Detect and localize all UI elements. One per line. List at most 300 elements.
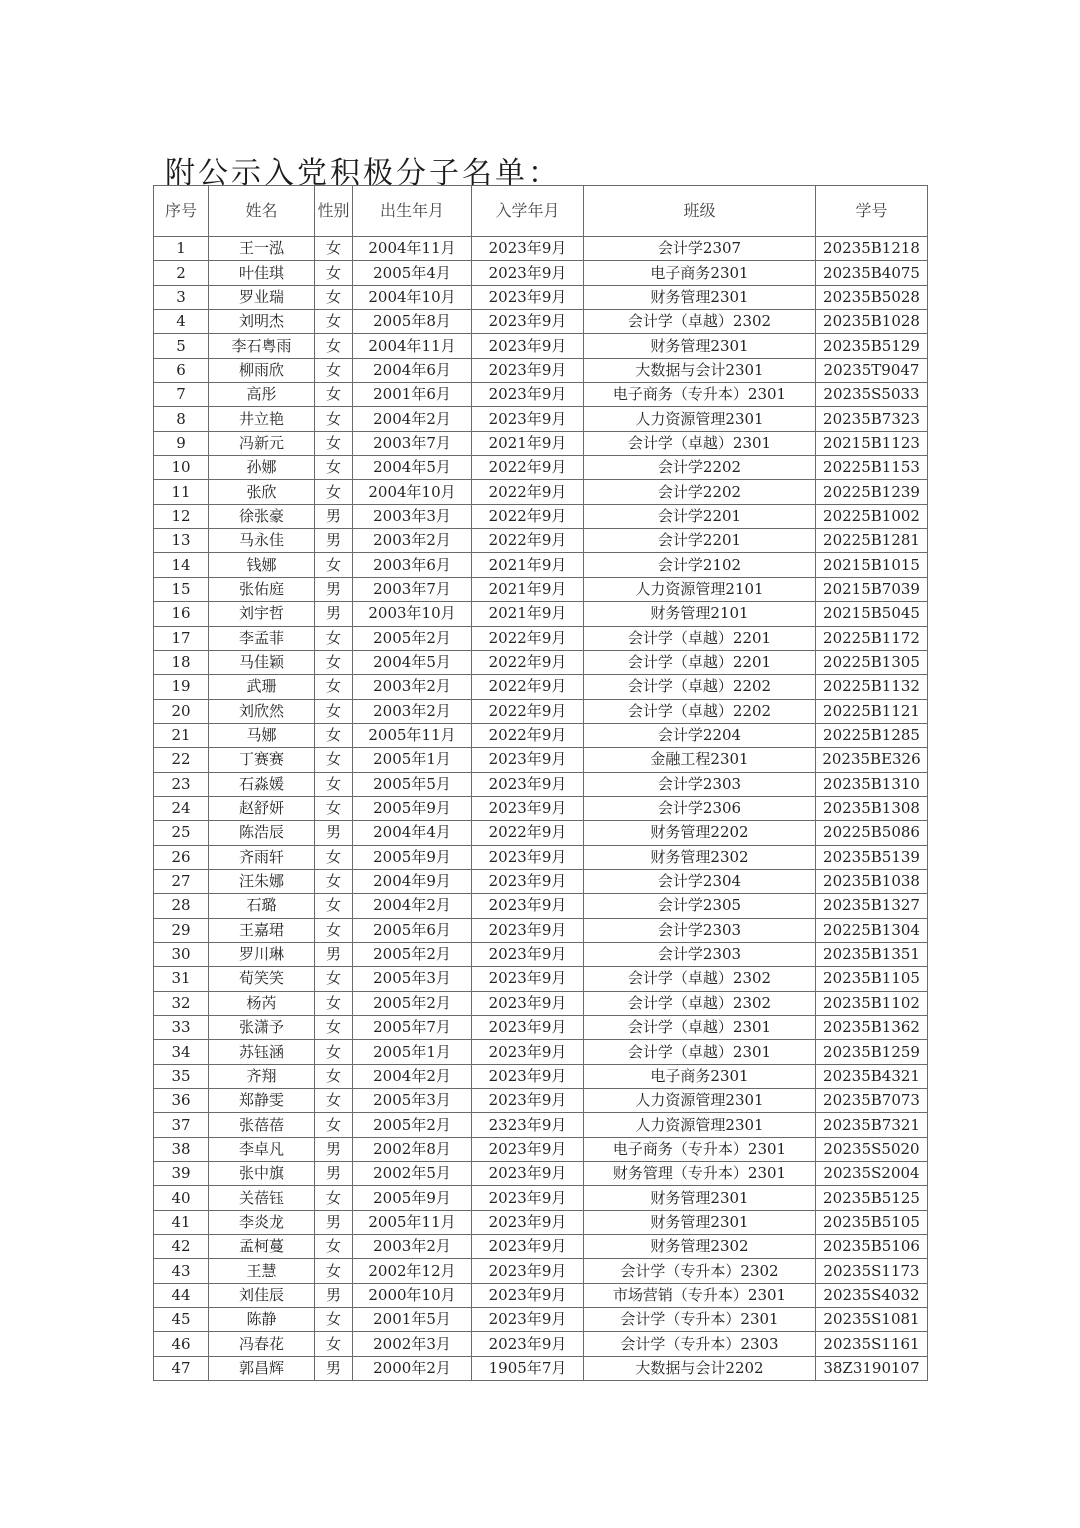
cell-gender: 女 xyxy=(315,796,353,820)
cell-seq: 3 xyxy=(154,285,209,309)
cell-class: 大数据与会计2202 xyxy=(584,1356,816,1380)
cell-enroll: 2023年9月 xyxy=(472,967,584,991)
cell-class: 市场营销（专升本）2301 xyxy=(584,1283,816,1307)
cell-gender: 女 xyxy=(315,748,353,772)
cell-name: 徐张豪 xyxy=(209,504,315,528)
cell-gender: 女 xyxy=(315,894,353,918)
cell-enroll: 2023年9月 xyxy=(472,1064,584,1088)
cell-class: 会计学2204 xyxy=(584,723,816,747)
cell-enroll: 2021年9月 xyxy=(472,577,584,601)
cell-gender: 男 xyxy=(315,942,353,966)
cell-birth: 2005年1月 xyxy=(353,748,472,772)
cell-name: 张蓓蓓 xyxy=(209,1113,315,1137)
cell-birth: 2000年2月 xyxy=(353,1356,472,1380)
table-row xyxy=(154,675,928,699)
table-row xyxy=(154,894,928,918)
cell-name: 汪朱娜 xyxy=(209,869,315,893)
cell-enroll: 2023年9月 xyxy=(472,796,584,820)
cell-birth: 2004年2月 xyxy=(353,407,472,431)
cell-class: 会计学（卓越）2201 xyxy=(584,626,816,650)
cell-class: 人力资源管理2101 xyxy=(584,577,816,601)
cell-class: 会计学（专升本）2302 xyxy=(584,1259,816,1283)
cell-seq: 16 xyxy=(154,602,209,626)
cell-enroll: 2022年9月 xyxy=(472,529,584,553)
cell-enroll: 2023年9月 xyxy=(472,358,584,382)
cell-gender: 男 xyxy=(315,1210,353,1234)
cell-gender: 女 xyxy=(315,407,353,431)
table-row xyxy=(154,942,928,966)
cell-gender: 女 xyxy=(315,650,353,674)
cell-class: 会计学（卓越）2302 xyxy=(584,310,816,334)
table-row xyxy=(154,1162,928,1186)
cell-seq: 1 xyxy=(154,237,209,261)
cell-student-id: 20235B7073 xyxy=(816,1089,928,1113)
cell-student-id: 20235S4032 xyxy=(816,1283,928,1307)
cell-class: 财务管理2301 xyxy=(584,1210,816,1234)
cell-class: 财务管理（专升本）2301 xyxy=(584,1162,816,1186)
cell-seq: 32 xyxy=(154,991,209,1015)
table-row xyxy=(154,237,928,261)
cell-name: 武珊 xyxy=(209,675,315,699)
cell-gender: 男 xyxy=(315,529,353,553)
activist-roster-table xyxy=(153,185,928,1381)
cell-student-id: 20225B1121 xyxy=(816,699,928,723)
cell-birth: 2004年5月 xyxy=(353,650,472,674)
table-row xyxy=(154,358,928,382)
cell-class: 财务管理2101 xyxy=(584,602,816,626)
cell-birth: 2003年10月 xyxy=(353,602,472,626)
table-row xyxy=(154,821,928,845)
cell-seq: 43 xyxy=(154,1259,209,1283)
cell-gender: 女 xyxy=(315,480,353,504)
cell-seq: 47 xyxy=(154,1356,209,1380)
cell-enroll: 2023年9月 xyxy=(472,1089,584,1113)
cell-student-id: 20225B1304 xyxy=(816,918,928,942)
cell-class: 财务管理2302 xyxy=(584,1235,816,1259)
table-row xyxy=(154,1308,928,1332)
cell-name: 冯新元 xyxy=(209,431,315,455)
cell-student-id: 20235B5125 xyxy=(816,1186,928,1210)
cell-birth: 2004年4月 xyxy=(353,821,472,845)
cell-gender: 男 xyxy=(315,821,353,845)
cell-birth: 2001年6月 xyxy=(353,383,472,407)
cell-seq: 14 xyxy=(154,553,209,577)
cell-birth: 2005年7月 xyxy=(353,1016,472,1040)
table-row xyxy=(154,796,928,820)
cell-gender: 女 xyxy=(315,699,353,723)
cell-enroll: 2023年9月 xyxy=(472,772,584,796)
cell-student-id: 20235S1173 xyxy=(816,1259,928,1283)
cell-name: 刘欣然 xyxy=(209,699,315,723)
cell-seq: 44 xyxy=(154,1283,209,1307)
cell-birth: 2005年1月 xyxy=(353,1040,472,1064)
cell-class: 会计学2202 xyxy=(584,456,816,480)
cell-gender: 女 xyxy=(315,845,353,869)
cell-name: 刘明杰 xyxy=(209,310,315,334)
cell-student-id: 20235B1259 xyxy=(816,1040,928,1064)
cell-student-id: 20235B1327 xyxy=(816,894,928,918)
cell-gender: 女 xyxy=(315,1332,353,1356)
cell-class: 财务管理2301 xyxy=(584,285,816,309)
cell-gender: 女 xyxy=(315,1089,353,1113)
header-seq: 序号 xyxy=(154,186,209,237)
cell-seq: 38 xyxy=(154,1137,209,1161)
cell-enroll: 1905年7月 xyxy=(472,1356,584,1380)
cell-birth: 2002年5月 xyxy=(353,1162,472,1186)
cell-gender: 女 xyxy=(315,1040,353,1064)
cell-gender: 女 xyxy=(315,1259,353,1283)
header-student-id: 学号 xyxy=(816,186,928,237)
table-row xyxy=(154,1210,928,1234)
cell-seq: 40 xyxy=(154,1186,209,1210)
cell-student-id: 20235S1081 xyxy=(816,1308,928,1332)
cell-gender: 女 xyxy=(315,967,353,991)
cell-class: 会计学2303 xyxy=(584,942,816,966)
cell-gender: 女 xyxy=(315,285,353,309)
table-row xyxy=(154,1283,928,1307)
cell-enroll: 2021年9月 xyxy=(472,602,584,626)
cell-birth: 2003年2月 xyxy=(353,699,472,723)
cell-seq: 5 xyxy=(154,334,209,358)
table-row xyxy=(154,431,928,455)
cell-class: 人力资源管理2301 xyxy=(584,1113,816,1137)
cell-gender: 男 xyxy=(315,577,353,601)
cell-enroll: 2022年9月 xyxy=(472,821,584,845)
cell-enroll: 2023年9月 xyxy=(472,261,584,285)
cell-gender: 女 xyxy=(315,869,353,893)
cell-gender: 女 xyxy=(315,1064,353,1088)
cell-name: 王一泓 xyxy=(209,237,315,261)
cell-enroll: 2023年9月 xyxy=(472,310,584,334)
cell-name: 张潇予 xyxy=(209,1016,315,1040)
cell-name: 李炎龙 xyxy=(209,1210,315,1234)
cell-student-id: 20235B4075 xyxy=(816,261,928,285)
cell-student-id: 20225B1239 xyxy=(816,480,928,504)
cell-name: 冯春花 xyxy=(209,1332,315,1356)
cell-class: 会计学（卓越）2201 xyxy=(584,650,816,674)
cell-enroll: 2023年9月 xyxy=(472,334,584,358)
cell-enroll: 2023年9月 xyxy=(472,1235,584,1259)
cell-gender: 女 xyxy=(315,456,353,480)
cell-seq: 46 xyxy=(154,1332,209,1356)
cell-enroll: 2023年9月 xyxy=(472,1308,584,1332)
cell-seq: 29 xyxy=(154,918,209,942)
cell-birth: 2003年7月 xyxy=(353,577,472,601)
table-row xyxy=(154,699,928,723)
cell-gender: 女 xyxy=(315,626,353,650)
cell-class: 人力资源管理2301 xyxy=(584,1089,816,1113)
cell-birth: 2004年2月 xyxy=(353,1064,472,1088)
cell-gender: 男 xyxy=(315,602,353,626)
cell-birth: 2000年10月 xyxy=(353,1283,472,1307)
cell-student-id: 20215B5045 xyxy=(816,602,928,626)
cell-birth: 2005年9月 xyxy=(353,796,472,820)
cell-seq: 21 xyxy=(154,723,209,747)
cell-class: 会计学2303 xyxy=(584,918,816,942)
cell-birth: 2003年2月 xyxy=(353,675,472,699)
cell-name: 罗川琳 xyxy=(209,942,315,966)
cell-birth: 2005年11月 xyxy=(353,1210,472,1234)
cell-student-id: 20235BE326 xyxy=(816,748,928,772)
cell-birth: 2004年10月 xyxy=(353,285,472,309)
cell-class: 会计学2202 xyxy=(584,480,816,504)
cell-enroll: 2022年9月 xyxy=(472,480,584,504)
cell-class: 会计学2201 xyxy=(584,529,816,553)
table-row xyxy=(154,967,928,991)
cell-seq: 28 xyxy=(154,894,209,918)
cell-enroll: 2021年9月 xyxy=(472,431,584,455)
table-body xyxy=(154,237,928,1381)
cell-enroll: 2023年9月 xyxy=(472,942,584,966)
cell-student-id: 20235B7323 xyxy=(816,407,928,431)
cell-seq: 10 xyxy=(154,456,209,480)
cell-birth: 2004年5月 xyxy=(353,456,472,480)
table-row xyxy=(154,1016,928,1040)
cell-enroll: 2023年9月 xyxy=(472,1259,584,1283)
cell-seq: 42 xyxy=(154,1235,209,1259)
cell-gender: 女 xyxy=(315,1235,353,1259)
cell-student-id: 38Z3190107 xyxy=(816,1356,928,1380)
header-class: 班级 xyxy=(584,186,816,237)
cell-enroll: 2023年9月 xyxy=(472,1016,584,1040)
cell-student-id: 20235B1310 xyxy=(816,772,928,796)
cell-enroll: 2022年9月 xyxy=(472,626,584,650)
cell-name: 孙娜 xyxy=(209,456,315,480)
cell-name: 郑静雯 xyxy=(209,1089,315,1113)
cell-name: 石淼媛 xyxy=(209,772,315,796)
table-row xyxy=(154,310,928,334)
cell-student-id: 20235B5129 xyxy=(816,334,928,358)
cell-student-id: 20235B1308 xyxy=(816,796,928,820)
cell-birth: 2005年11月 xyxy=(353,723,472,747)
cell-student-id: 20225B1305 xyxy=(816,650,928,674)
cell-student-id: 20235B7321 xyxy=(816,1113,928,1137)
cell-enroll: 2022年9月 xyxy=(472,723,584,747)
cell-student-id: 20235B5139 xyxy=(816,845,928,869)
cell-gender: 男 xyxy=(315,1162,353,1186)
cell-birth: 2003年3月 xyxy=(353,504,472,528)
cell-enroll: 2023年9月 xyxy=(472,1283,584,1307)
cell-student-id: 20215B7039 xyxy=(816,577,928,601)
table-row xyxy=(154,456,928,480)
cell-class: 会计学2201 xyxy=(584,504,816,528)
cell-enroll: 2022年9月 xyxy=(472,675,584,699)
table-row xyxy=(154,869,928,893)
cell-birth: 2003年7月 xyxy=(353,431,472,455)
table-row xyxy=(154,918,928,942)
cell-birth: 2004年6月 xyxy=(353,358,472,382)
cell-birth: 2004年11月 xyxy=(353,237,472,261)
cell-gender: 男 xyxy=(315,1283,353,1307)
cell-birth: 2005年6月 xyxy=(353,918,472,942)
cell-student-id: 20225B1172 xyxy=(816,626,928,650)
cell-seq: 24 xyxy=(154,796,209,820)
cell-enroll: 2023年9月 xyxy=(472,869,584,893)
table-row xyxy=(154,626,928,650)
cell-gender: 女 xyxy=(315,1016,353,1040)
cell-birth: 2002年8月 xyxy=(353,1137,472,1161)
table-row xyxy=(154,285,928,309)
cell-birth: 2005年8月 xyxy=(353,310,472,334)
cell-seq: 15 xyxy=(154,577,209,601)
cell-student-id: 20235B1362 xyxy=(816,1016,928,1040)
cell-student-id: 20235B5106 xyxy=(816,1235,928,1259)
cell-class: 会计学2304 xyxy=(584,869,816,893)
cell-gender: 女 xyxy=(315,553,353,577)
cell-name: 张欣 xyxy=(209,480,315,504)
cell-gender: 男 xyxy=(315,1137,353,1161)
cell-student-id: 20235T9047 xyxy=(816,358,928,382)
cell-class: 会计学（专升本）2301 xyxy=(584,1308,816,1332)
cell-enroll: 2023年9月 xyxy=(472,991,584,1015)
cell-name: 李卓凡 xyxy=(209,1137,315,1161)
table-row xyxy=(154,1186,928,1210)
cell-enroll: 2023年9月 xyxy=(472,237,584,261)
cell-gender: 女 xyxy=(315,918,353,942)
cell-seq: 39 xyxy=(154,1162,209,1186)
cell-enroll: 2023年9月 xyxy=(472,1162,584,1186)
cell-birth: 2005年2月 xyxy=(353,942,472,966)
cell-student-id: 20225B1285 xyxy=(816,723,928,747)
table-row xyxy=(154,261,928,285)
table-row xyxy=(154,1259,928,1283)
cell-class: 电子商务（专升本）2301 xyxy=(584,1137,816,1161)
cell-seq: 6 xyxy=(154,358,209,382)
cell-seq: 31 xyxy=(154,967,209,991)
cell-name: 丁赛赛 xyxy=(209,748,315,772)
cell-gender: 女 xyxy=(315,334,353,358)
table-header-row xyxy=(154,186,928,237)
cell-class: 会计学2307 xyxy=(584,237,816,261)
table-row xyxy=(154,772,928,796)
cell-name: 叶佳琪 xyxy=(209,261,315,285)
cell-birth: 2005年2月 xyxy=(353,1113,472,1137)
cell-birth: 2003年6月 xyxy=(353,553,472,577)
cell-student-id: 20235B1038 xyxy=(816,869,928,893)
cell-seq: 41 xyxy=(154,1210,209,1234)
table-row xyxy=(154,991,928,1015)
cell-class: 会计学2102 xyxy=(584,553,816,577)
cell-gender: 女 xyxy=(315,261,353,285)
cell-seq: 35 xyxy=(154,1064,209,1088)
cell-gender: 女 xyxy=(315,772,353,796)
table-row xyxy=(154,602,928,626)
cell-seq: 8 xyxy=(154,407,209,431)
cell-name: 钱娜 xyxy=(209,553,315,577)
cell-name: 孟柯蔓 xyxy=(209,1235,315,1259)
cell-gender: 男 xyxy=(315,504,353,528)
cell-seq: 27 xyxy=(154,869,209,893)
cell-birth: 2005年2月 xyxy=(353,626,472,650)
cell-student-id: 20225B1281 xyxy=(816,529,928,553)
header-enroll: 入学年月 xyxy=(472,186,584,237)
cell-class: 电子商务2301 xyxy=(584,261,816,285)
cell-class: 会计学（卓越）2202 xyxy=(584,699,816,723)
cell-student-id: 20215B1123 xyxy=(816,431,928,455)
cell-birth: 2002年3月 xyxy=(353,1332,472,1356)
cell-name: 李孟菲 xyxy=(209,626,315,650)
cell-seq: 18 xyxy=(154,650,209,674)
cell-enroll: 2323年9月 xyxy=(472,1113,584,1137)
cell-gender: 男 xyxy=(315,1356,353,1380)
table-row xyxy=(154,748,928,772)
cell-gender: 女 xyxy=(315,1113,353,1137)
cell-name: 王慧 xyxy=(209,1259,315,1283)
cell-seq: 22 xyxy=(154,748,209,772)
cell-class: 会计学（卓越）2302 xyxy=(584,967,816,991)
cell-birth: 2004年9月 xyxy=(353,869,472,893)
cell-class: 电子商务（专升本）2301 xyxy=(584,383,816,407)
cell-class: 金融工程2301 xyxy=(584,748,816,772)
cell-student-id: 20235B4321 xyxy=(816,1064,928,1088)
cell-class: 财务管理2202 xyxy=(584,821,816,845)
cell-class: 会计学2306 xyxy=(584,796,816,820)
cell-seq: 33 xyxy=(154,1016,209,1040)
table-row xyxy=(154,529,928,553)
cell-student-id: 20215B1015 xyxy=(816,553,928,577)
cell-enroll: 2023年9月 xyxy=(472,1210,584,1234)
cell-seq: 17 xyxy=(154,626,209,650)
cell-enroll: 2022年9月 xyxy=(472,456,584,480)
cell-name: 柳雨欣 xyxy=(209,358,315,382)
cell-birth: 2003年2月 xyxy=(353,529,472,553)
cell-enroll: 2023年9月 xyxy=(472,845,584,869)
cell-student-id: 20235B1351 xyxy=(816,942,928,966)
cell-class: 会计学（专升本）2303 xyxy=(584,1332,816,1356)
cell-student-id: 20235S2004 xyxy=(816,1162,928,1186)
cell-class: 财务管理2301 xyxy=(584,334,816,358)
cell-birth: 2002年12月 xyxy=(353,1259,472,1283)
table-row xyxy=(154,504,928,528)
cell-name: 石璐 xyxy=(209,894,315,918)
cell-birth: 2004年10月 xyxy=(353,480,472,504)
table-row xyxy=(154,845,928,869)
cell-name: 刘佳辰 xyxy=(209,1283,315,1307)
cell-seq: 26 xyxy=(154,845,209,869)
cell-student-id: 20235S1161 xyxy=(816,1332,928,1356)
cell-seq: 12 xyxy=(154,504,209,528)
cell-class: 人力资源管理2301 xyxy=(584,407,816,431)
cell-seq: 25 xyxy=(154,821,209,845)
cell-enroll: 2022年9月 xyxy=(472,699,584,723)
cell-enroll: 2022年9月 xyxy=(472,650,584,674)
cell-enroll: 2021年9月 xyxy=(472,553,584,577)
table-row xyxy=(154,577,928,601)
cell-student-id: 20225B1002 xyxy=(816,504,928,528)
cell-name: 齐雨轩 xyxy=(209,845,315,869)
cell-class: 会计学（卓越）2301 xyxy=(584,1016,816,1040)
cell-gender: 女 xyxy=(315,723,353,747)
table-row xyxy=(154,1332,928,1356)
cell-name: 郭昌辉 xyxy=(209,1356,315,1380)
cell-birth: 2004年11月 xyxy=(353,334,472,358)
cell-student-id: 20235B5105 xyxy=(816,1210,928,1234)
cell-class: 会计学（卓越）2302 xyxy=(584,991,816,1015)
cell-student-id: 20225B1132 xyxy=(816,675,928,699)
cell-seq: 37 xyxy=(154,1113,209,1137)
cell-enroll: 2023年9月 xyxy=(472,748,584,772)
cell-student-id: 20235B1218 xyxy=(816,237,928,261)
cell-student-id: 20235S5020 xyxy=(816,1137,928,1161)
cell-birth: 2001年5月 xyxy=(353,1308,472,1332)
cell-gender: 女 xyxy=(315,383,353,407)
cell-name: 张中旗 xyxy=(209,1162,315,1186)
cell-name: 张佑庭 xyxy=(209,577,315,601)
header-birth: 出生年月 xyxy=(353,186,472,237)
cell-birth: 2005年3月 xyxy=(353,1089,472,1113)
cell-name: 齐翔 xyxy=(209,1064,315,1088)
cell-name: 刘宇哲 xyxy=(209,602,315,626)
